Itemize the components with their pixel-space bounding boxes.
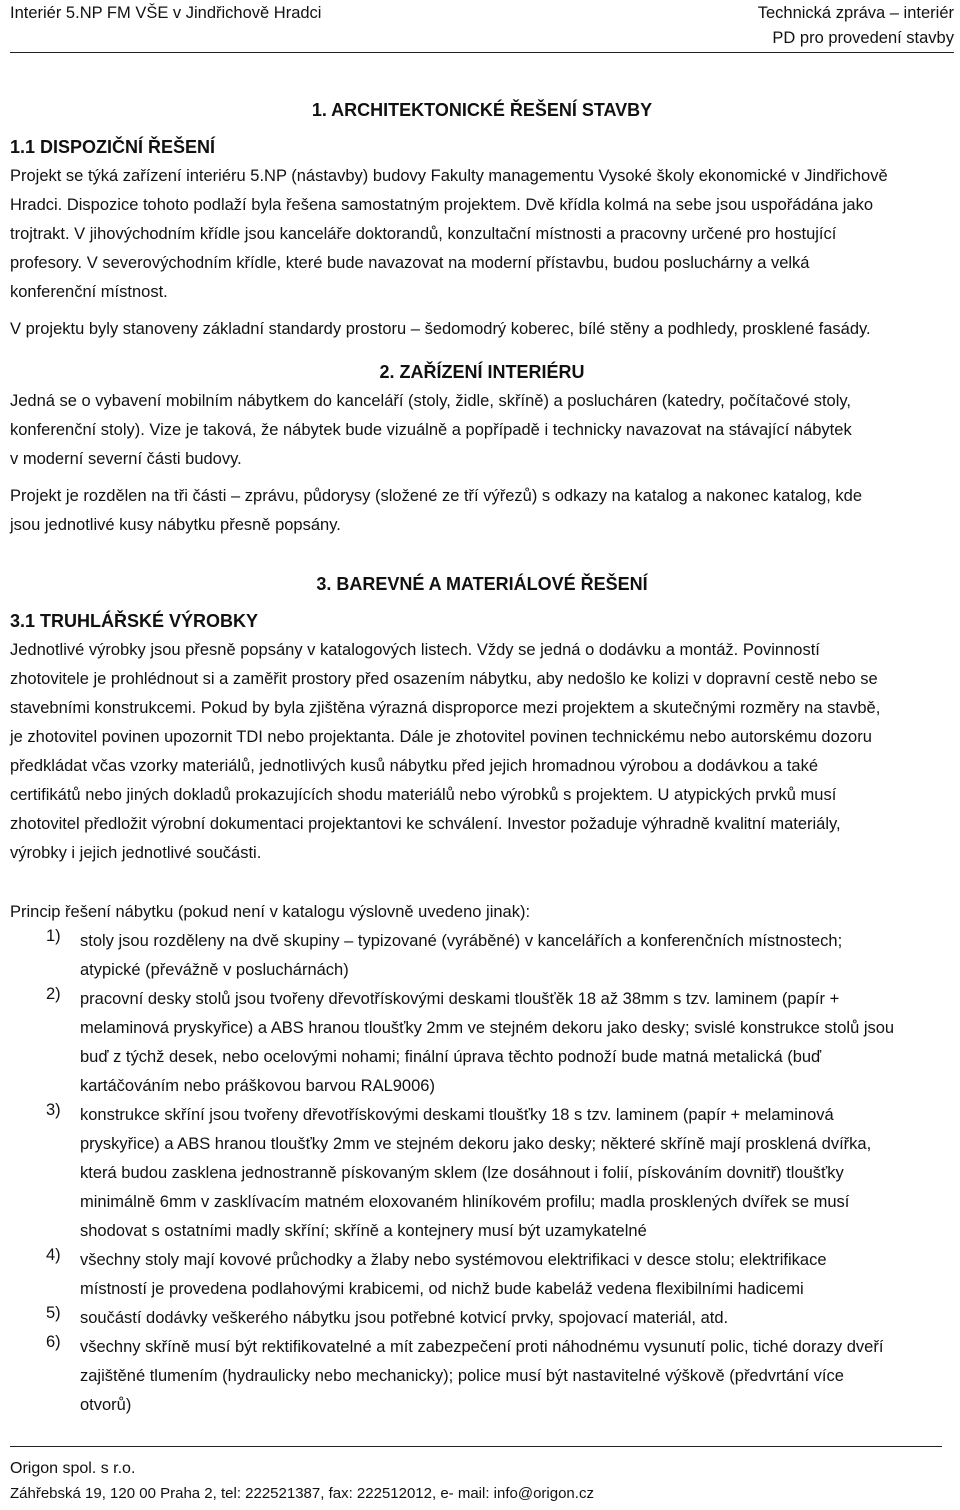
text-line: kartáčováním nebo práškovou barvou RAL9006) xyxy=(80,1077,435,1095)
document-body xyxy=(10,96,954,1420)
text-line: součástí dodávky veškerého nábytku jsou potřebné kotvicí prvky, spojovací materiál, atd. xyxy=(80,1309,729,1327)
text-line: místností je provedena podlahovými krabicemi, od nichž bude kabeláž vedena flexibilními hadicemi xyxy=(80,1280,804,1298)
text-line: Jednotlivé výrobky jsou přesně popsány v katalogových listech. Vždy se jedná o dodávku a montáž. Povinností xyxy=(10,641,820,659)
text-line: stoly jsou rozděleny na dvě skupiny – typizované (vyráběné) v kancelářích a konferenčních místnostech; xyxy=(80,932,843,950)
text-line: otvorů) xyxy=(80,1396,132,1414)
text-line: Projekt je rozdělen na tři části – zprávu, půdorysy (složené ze tří výřezů) s odkazy na katalog a nakonec katalog, kde xyxy=(10,487,863,505)
list-item xyxy=(10,985,954,1101)
section-2-heading: 2. ZAŘÍZENÍ INTERIÉRU xyxy=(379,362,585,382)
text-line: atypické (převážně v posluchárnách) xyxy=(80,961,349,979)
text-line: profesory. V severovýchodním křídle, které bude navazovat na moderní přístavbu, budou posluchárny a velká xyxy=(10,254,810,272)
list-item-number: 1) xyxy=(46,927,61,945)
text-line: Projekt se týká zařízení interiéru 5.NP (nástavby) budovy Fakulty managementu Vysoké školy ekonomické v Jindřichově xyxy=(10,167,888,185)
text-line: zhotovitel předložit výrobní dokumentaci projektantovi ke schválení. Investor požaduje výhradně kvalitní materiály, xyxy=(10,815,841,833)
section-1-1-heading: 1.1 DISPOZIČNÍ ŘEŠENÍ xyxy=(10,137,216,157)
text-line: stavebními konstrukcemi. Pokud by byla zjištěna výrazná disproporce mezi projektem a skutečnými rozměry na stavbě, xyxy=(10,699,881,717)
text-line: buď z týchž desek, nebo ocelovými nohami; finální úprava těchto podnoží bude matná metalická (buď xyxy=(80,1048,822,1066)
text-line: certifikátů nebo jiných dokladů prokazujících shodu materiálů nebo výrobků s projektem. U atypických prvků musí xyxy=(10,786,837,804)
header-document-title: Interiér 5.NP FM VŠE v Jindřichově Hradci xyxy=(10,4,322,22)
text-line: minimálně 6mm v zasklívacím matném eloxovaném hliníkovém profilu; madla prosklených dvířek se musí xyxy=(80,1193,850,1211)
principle-intro: Princip řešení nábytku (pokud není v katalogu výslovně uvedeno jinak): xyxy=(10,903,531,921)
section-2-paragraph-1 xyxy=(10,387,954,474)
text-line: všechny stoly mají kovové průchodky a žlaby nebo systémovou elektrifikaci v desce stolu; elektrifikace xyxy=(80,1251,827,1269)
list-item xyxy=(10,1101,954,1246)
header-divider xyxy=(10,52,954,53)
header-report-type: Technická zpráva – interiér xyxy=(757,4,954,22)
text-line: jsou jednotlivé kusy nábytku přesně popsány. xyxy=(10,516,341,534)
text-line: konferenční místnost. xyxy=(10,283,168,301)
section-3-1-heading: 3.1 TRUHLÁŘSKÉ VÝROBKY xyxy=(10,611,259,631)
section-1-paragraph-1 xyxy=(10,162,954,307)
text-line: pracovní desky stolů jsou tvořeny dřevotřískovými deskami tloušťěk 18 až 38mm s tzv. laminem (papír + xyxy=(80,990,840,1008)
page-header xyxy=(10,0,954,52)
section-3-paragraph-1 xyxy=(10,636,954,868)
text-line: zajištěné tlumením (hydraulicky nebo mechanicky); police musí být nastavitelné výškově (předvrtání více xyxy=(80,1367,844,1385)
text-line: předkládat včas vzorky materiálů, jednotlivých kusů nábytku před jejich hromadnou výrobou a dodávkou a také xyxy=(10,757,819,775)
list-item-number: 5) xyxy=(46,1304,61,1322)
section-3-heading: 3. BAREVNÉ A MATERIÁLOVÉ ŘEŠENÍ xyxy=(316,574,648,594)
list-item-number: 6) xyxy=(46,1333,61,1351)
list-item xyxy=(10,1333,954,1420)
footer-divider xyxy=(10,1446,942,1447)
header-project-phase: PD pro provedení stavby xyxy=(772,29,954,47)
text-line: trojtrakt. V jihovýchodním křídle jsou kanceláře doktorandů, konzultační místnosti a pracovny určené pro hostující xyxy=(10,225,837,243)
text-line: pryskyřice) a ABS hranou tloušťky 2mm ve stejném dekoru jako desky; některé skříně mají prosklená dvířka, xyxy=(80,1135,872,1153)
list-item xyxy=(10,1304,954,1333)
text-line: melaminová pryskyřice) a ABS hranou tloušťky 2mm ve stejném dekoru jako desky; svislé konstrukce stolů jsou xyxy=(80,1019,895,1037)
text-line: shodovat s ostatními madly skříní; skříně a kontejnery musí být uzamykatelné xyxy=(80,1222,647,1240)
section-2-paragraph-2 xyxy=(10,482,954,540)
footer-address: Záhřebská 19, 120 00 Praha 2, tel: 222521387, fax: 222512012, e- mail: info@origon.cz xyxy=(10,1485,594,1502)
list-item-number: 3) xyxy=(46,1101,61,1119)
section-1-paragraph-2: V projektu byly stanoveny základní standardy prostoru – šedomodrý koberec, bílé stěny a podhledy, prosklené fasády. xyxy=(10,320,871,338)
text-line: která budou zasklena jednostranně pískovaným sklem (lze dosáhnout i folií, pískováním dovnitř) tloušťky xyxy=(80,1164,844,1182)
list-item-number: 2) xyxy=(46,985,61,1003)
text-line: výrobky i jejich jednotlivé součásti. xyxy=(10,844,262,862)
list-item xyxy=(10,1246,954,1304)
list-item xyxy=(10,927,954,985)
text-line: Jedná se o vybavení mobilním nábytkem do kanceláří (stoly, židle, skříně) a poslucháren (katedry, počítačové stoly, xyxy=(10,392,851,410)
footer-company: Origon spol. s r.o. xyxy=(10,1460,136,1477)
list-item-number: 4) xyxy=(46,1246,61,1264)
principle-list xyxy=(10,927,954,1420)
text-line: Hradci. Dispozice tohoto podlaží byla řešena samostatným projektem. Dvě křídla kolmá na sebe jsou uspořádána jako xyxy=(10,196,874,214)
section-1-heading: 1. ARCHITEKTONICKÉ ŘEŠENÍ STAVBY xyxy=(311,100,653,120)
text-line: konferenční stoly). Vize je taková, že nábytek bude vizuálně a popřípadě i technicky navazovat na stávající nábytek xyxy=(10,421,852,439)
text-line: je zhotovitel povinen upozornit TDI nebo projektanta. Dále je zhotovitel povinen technickému nebo autorskému dozoru xyxy=(10,728,872,746)
text-line: v moderní severní části budovy. xyxy=(10,450,242,468)
text-line: konstrukce skříní jsou tvořeny dřevotřískovými deskami tloušťky 18 s tzv. laminem (papír + melaminová xyxy=(80,1106,834,1124)
text-line: všechny skříně musí být rektifikovatelné a mít zabezpečení proti náhodnému vysunutí polic, tiché dorazy dveří xyxy=(80,1338,884,1356)
text-line: zhotovitele je prohlédnout si a zaměřit prostory před osazením nábytku, aby nedošlo ke kolizi v dopravní cestě nebo se xyxy=(10,670,878,688)
